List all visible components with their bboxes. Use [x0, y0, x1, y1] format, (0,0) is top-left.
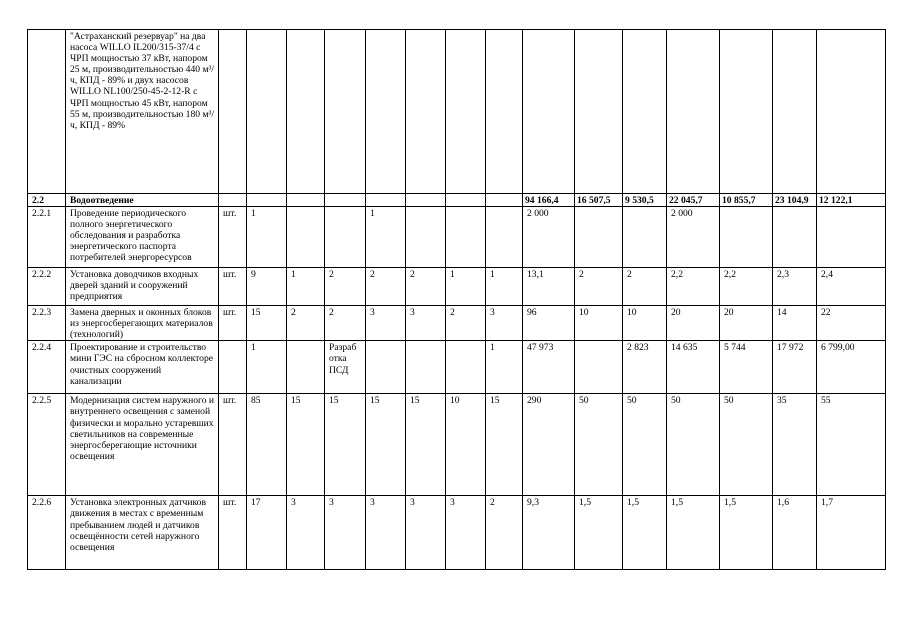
- table-cell: 1: [486, 268, 523, 306]
- table-cell: [667, 30, 720, 194]
- table-cell: 1,6: [773, 496, 817, 570]
- table-cell: Разраб отка ПСД: [325, 341, 366, 394]
- table-cell: [406, 194, 446, 207]
- table-cell: [623, 30, 667, 194]
- table-cell: 10 855,7: [720, 194, 773, 207]
- table-cell: [817, 30, 886, 194]
- table-cell: [446, 341, 486, 394]
- table-cell: "Астраханский резервуар" на два насоса WILLO IL200/315-37/4 с ЧРП мощностью 37 кВт, напором 25 м, производительностью 440 м³/ч, КПД - 89% и двух насосов WILLO NL100/250-45-2-12-R с ЧРП мощностью 45 кВт, напором 55 м, производительностью 180 м³/ч, КПД - 89%: [66, 30, 219, 194]
- table-cell: 3: [366, 496, 406, 570]
- table-cell: 1,5: [623, 496, 667, 570]
- table-cell: [817, 207, 886, 268]
- table-cell: 15: [247, 306, 287, 341]
- table-cell: 15: [287, 394, 325, 496]
- table-cell: [773, 30, 817, 194]
- table-cell: 1: [287, 268, 325, 306]
- table-cell: 3: [406, 496, 446, 570]
- table-cell: 55: [817, 394, 886, 496]
- table-cell: 13,1: [523, 268, 575, 306]
- table-cell: 5 744: [720, 341, 773, 394]
- table-cell: 35: [773, 394, 817, 496]
- table-cell: 3: [325, 496, 366, 570]
- table-cell: [366, 30, 406, 194]
- table-row: [28, 394, 886, 496]
- table-row: [28, 194, 886, 207]
- table-cell: 50: [667, 394, 720, 496]
- table-cell: 22 045,7: [667, 194, 720, 207]
- table-cell: [219, 194, 247, 207]
- table-cell: [366, 341, 406, 394]
- table-cell: [575, 341, 623, 394]
- table-cell: [247, 194, 287, 207]
- table-cell: 3: [406, 306, 446, 341]
- table-cell: Установка электронных датчиков движения в местах с временным пребыванием людей и датчиков освещённости сетей наружного освещения: [66, 496, 219, 570]
- table-cell: [720, 207, 773, 268]
- table-cell: 20: [720, 306, 773, 341]
- table-cell: шт.: [219, 496, 247, 570]
- table-cell: 2,2: [667, 268, 720, 306]
- table-cell: 1: [247, 341, 287, 394]
- table-cell: 50: [720, 394, 773, 496]
- table-body: [28, 30, 886, 570]
- table-cell: 2.2.5: [28, 394, 66, 496]
- table-row: [28, 30, 886, 194]
- table-cell: 15: [486, 394, 523, 496]
- table-cell: 1: [446, 268, 486, 306]
- table-cell: 290: [523, 394, 575, 496]
- table-cell: Установка доводчиков входных дверей зданий и сооружений предприятия: [66, 268, 219, 306]
- table-cell: [575, 207, 623, 268]
- table-cell: [366, 194, 406, 207]
- table-row: [28, 207, 886, 268]
- table-cell: 1,7: [817, 496, 886, 570]
- table-cell: Модернизация систем наружного и внутреннего освещения с заменой физически и морально устаревших светильников на современные энергосберегающие источники освещения: [66, 394, 219, 496]
- table-cell: 17 972: [773, 341, 817, 394]
- table-cell: 50: [575, 394, 623, 496]
- table-cell: [325, 194, 366, 207]
- table-row: [28, 268, 886, 306]
- table-cell: [446, 30, 486, 194]
- table-cell: [406, 207, 446, 268]
- table-row: [28, 306, 886, 341]
- table-cell: Проектирование и строительство мини ГЭС на сбросном коллекторе очистных сооружений канализации: [66, 341, 219, 394]
- table-cell: 16 507,5: [575, 194, 623, 207]
- table-cell: 2: [446, 306, 486, 341]
- table-cell: 47 973: [523, 341, 575, 394]
- table-cell: Водоотведение: [66, 194, 219, 207]
- table-cell: [486, 207, 523, 268]
- table-cell: 22: [817, 306, 886, 341]
- table-cell: 3: [366, 306, 406, 341]
- table-cell: 1: [247, 207, 287, 268]
- table-cell: [28, 30, 66, 194]
- table-cell: 3: [446, 496, 486, 570]
- table-cell: 2: [287, 306, 325, 341]
- table-cell: 96: [523, 306, 575, 341]
- table-cell: 12 122,1: [817, 194, 886, 207]
- table-cell: [406, 341, 446, 394]
- table-row: [28, 341, 886, 394]
- table-cell: [247, 30, 287, 194]
- table-cell: [446, 194, 486, 207]
- table-cell: 20: [667, 306, 720, 341]
- table-cell: [219, 30, 247, 194]
- table-cell: Проведение периодического полного энергетического обследования и разработка энергетического паспорта потребителей энергоресурсов: [66, 207, 219, 268]
- table-cell: [575, 30, 623, 194]
- table-cell: 14: [773, 306, 817, 341]
- table-cell: 2: [325, 306, 366, 341]
- table-cell: 2,2: [720, 268, 773, 306]
- table-cell: 6 799,00: [817, 341, 886, 394]
- table-cell: 23 104,9: [773, 194, 817, 207]
- table-cell: 10: [446, 394, 486, 496]
- table-cell: шт.: [219, 207, 247, 268]
- table-cell: шт.: [219, 394, 247, 496]
- table-cell: 2.2.1: [28, 207, 66, 268]
- table-cell: 17: [247, 496, 287, 570]
- table-cell: 2,3: [773, 268, 817, 306]
- table-cell: 2.2: [28, 194, 66, 207]
- table-cell: [287, 207, 325, 268]
- table-cell: [486, 194, 523, 207]
- table-cell: [287, 30, 325, 194]
- table-cell: 15: [325, 394, 366, 496]
- table-cell: 50: [623, 394, 667, 496]
- table-cell: шт.: [219, 306, 247, 341]
- table-cell: 85: [247, 394, 287, 496]
- table-cell: [523, 30, 575, 194]
- table-cell: 94 166,4: [523, 194, 575, 207]
- table-cell: 9 530,5: [623, 194, 667, 207]
- table-cell: 2 000: [523, 207, 575, 268]
- table-cell: 2 000: [667, 207, 720, 268]
- table-cell: 2: [486, 496, 523, 570]
- table-cell: 2: [406, 268, 446, 306]
- table-cell: [325, 207, 366, 268]
- table-cell: [446, 207, 486, 268]
- table-cell: шт.: [219, 268, 247, 306]
- table-cell: [486, 30, 523, 194]
- table-cell: 3: [486, 306, 523, 341]
- table-cell: 2: [623, 268, 667, 306]
- table-cell: 9: [247, 268, 287, 306]
- table-cell: Замена дверных и оконных блоков из энергосберегающих материалов (технологий): [66, 306, 219, 341]
- table-cell: [720, 30, 773, 194]
- table-cell: [287, 341, 325, 394]
- table-cell: 15: [366, 394, 406, 496]
- table-cell: 2 823: [623, 341, 667, 394]
- table-cell: 9,3: [523, 496, 575, 570]
- table-cell: 1: [486, 341, 523, 394]
- table-cell: [219, 341, 247, 394]
- table-cell: [773, 207, 817, 268]
- measures-table: [27, 29, 886, 570]
- table-cell: 1,5: [575, 496, 623, 570]
- table-cell: [623, 207, 667, 268]
- table-cell: [325, 30, 366, 194]
- table-cell: 2: [575, 268, 623, 306]
- table-cell: 2.2.2: [28, 268, 66, 306]
- table-cell: 2: [366, 268, 406, 306]
- table-cell: 1,5: [720, 496, 773, 570]
- table-cell: 3: [287, 496, 325, 570]
- table-cell: [287, 194, 325, 207]
- table-cell: 2.2.6: [28, 496, 66, 570]
- table-cell: 10: [623, 306, 667, 341]
- table-cell: 2.2.3: [28, 306, 66, 341]
- table-cell: 2.2.4: [28, 341, 66, 394]
- table-cell: 15: [406, 394, 446, 496]
- table-cell: 1,5: [667, 496, 720, 570]
- table-cell: 14 635: [667, 341, 720, 394]
- table-row: [28, 496, 886, 570]
- table-cell: [406, 30, 446, 194]
- table-cell: 10: [575, 306, 623, 341]
- table-cell: 2: [325, 268, 366, 306]
- table-cell: 1: [366, 207, 406, 268]
- table-cell: 2,4: [817, 268, 886, 306]
